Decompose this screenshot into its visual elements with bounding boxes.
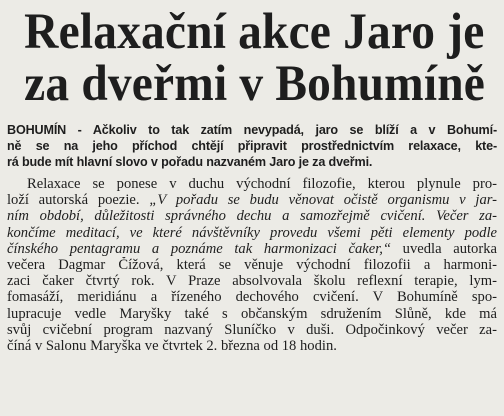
body-line <box>7 241 497 257</box>
body-line <box>7 192 497 208</box>
body-line <box>7 289 497 305</box>
quote-text: čínského pentagramu a poznáme tak harmonizaci čaker,“ <box>7 240 392 257</box>
body-text: zaci čaker čtvrtý rok. V Praze absolvovala školu reflexní terapie, lym- <box>7 273 497 290</box>
body-line <box>7 338 497 354</box>
headline-line-1: Relaxační akce Jaro je <box>24 4 485 60</box>
body-text: lupracuje vedle Maryšky také s občanským sdružením Slůně, kde má <box>7 305 497 322</box>
body-text: Relaxace se ponese v duchu východní filozofie, kterou plynule pro- <box>27 176 497 192</box>
body-line <box>7 322 497 338</box>
article-headline <box>24 4 486 112</box>
article-body <box>7 176 497 354</box>
body-text: svůj cvičební program nazvaný Sluníčko v duši. Odpočinkový večer za- <box>7 321 497 338</box>
quote-text: „V pořadu se budu věnovat očistě organismu v jar- <box>149 192 497 209</box>
body-line <box>7 306 497 322</box>
body-line <box>7 208 497 224</box>
quote-text: ním období, důležitosti správného dechu a samozřejmě cvičení. Večer za- <box>7 208 497 225</box>
headline-line-2: za dveřmi v Bohumíně <box>24 56 486 112</box>
body-text: číná v Salonu Maryška ve čtvrtek 2. března od 18 hodin. <box>7 338 337 355</box>
lead-line: rá bude mít hlavní slovo v pořadu nazvaném Jaro je za dveřmi. <box>7 155 373 169</box>
body-text: loží autorská poezie. <box>7 192 150 209</box>
article-lead <box>7 122 497 170</box>
body-line <box>7 176 497 192</box>
body-text: fomasáží, meridiánu a řízeného dechového cvičení. V Bohumíně spo- <box>7 289 497 306</box>
body-text: uvedla autorka <box>391 240 497 257</box>
lead-line: ně se na jeho příchod chtějí připravit prostřednictvím relaxace, kte- <box>7 139 497 153</box>
body-line <box>7 273 497 289</box>
body-line <box>7 225 497 241</box>
body-line <box>7 257 497 273</box>
lead-line: BOHUMÍN - Ačkoliv to tak zatím nevypadá, jaro se blíží a v Bohumí- <box>7 123 497 137</box>
body-text: večera Dagmar Čížová, která se věnuje východní filozofii a harmoni- <box>7 257 497 274</box>
quote-text: končíme meditací, ve které návštěvníky provedu všemi pěti elementy podle <box>7 224 497 241</box>
